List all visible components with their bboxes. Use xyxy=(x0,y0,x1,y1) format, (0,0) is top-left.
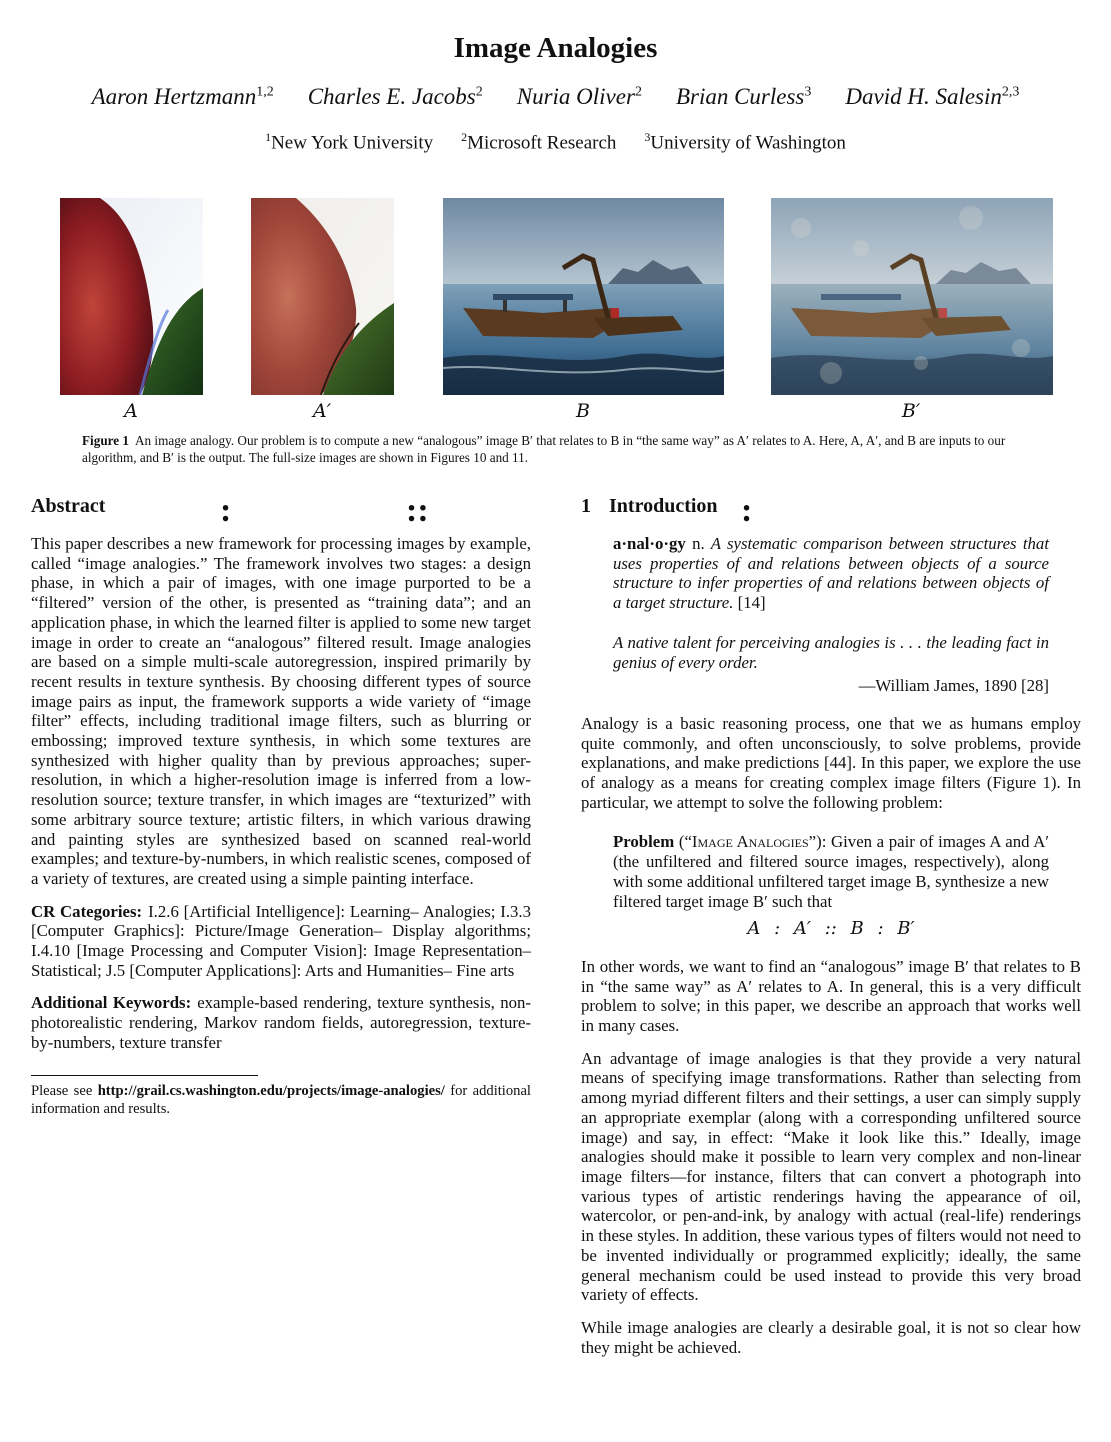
figure-caption xyxy=(82,432,1030,466)
project-url-link[interactable]: http://grail.cs.washington.edu/projects/image-analogies/ xyxy=(97,1082,445,1099)
author-list xyxy=(20,84,1091,110)
figure-label-a-prime: A′ xyxy=(312,400,332,422)
abstract-heading: Abstract xyxy=(31,495,106,517)
paper-title: Image Analogies xyxy=(453,32,658,64)
figure-label-b-prime: B′ xyxy=(901,400,921,422)
intro-paragraph-4: While image analogies are clearly a desirable goal, it is not so clear how they might be achieved. xyxy=(581,1317,1081,1357)
author: Nuria Oliver$^2$ xyxy=(516,84,642,109)
intro-paragraph-1: Analogy is a basic reasoning process, one that we as humans employ quite commonly, and often unconsciously, to solve problems, provide explanations, and make predictions [44]. In this paper, we explore the use of analogy as a means for creating complex image filters (Figure 1). In particular, we attempt to solve the following problem: xyxy=(581,713,1081,812)
figure-image-b xyxy=(443,198,724,395)
problem-statement: Problem (“Image Analogies”): Given a pair of images A and A′ (the unfiltered and filtered source images, respectively), along with some additional unfiltered target image B, synthesize a new filtered target image B′ such that xyxy=(613,832,1049,911)
figure-image-a-prime xyxy=(251,198,394,395)
affiliation-list xyxy=(0,130,1111,154)
right-column xyxy=(581,494,1081,1370)
affiliation: $^1$New York University xyxy=(265,130,434,154)
figure-image-b-prime xyxy=(771,198,1053,395)
analogy-separator: :: xyxy=(406,492,429,529)
analogy-equation: A : A′ :: B : B′ xyxy=(747,918,915,940)
author: Aaron Hertzmann$^{1,2}$ xyxy=(91,84,274,109)
intro-paragraph-2: In other words, we want to find an “analogous” image B′ that relates to B in “the same way” as A′ relates to A. In general, this is a very difficult problem to solve; in this paper, we describe an approach that works well in many cases. xyxy=(581,956,1081,1036)
james-quote: A native talent for perceiving analogies is . . . the leading fact in genius of every order. xyxy=(613,632,1049,672)
caption-text: An image analogy. Our problem is to compute a new “analogous” image B′ that relates to B in “the same way” as A′ relates to A. Here, A, A′, and B are inputs to our algorithm, and B′ is the output. The full-size images are shown in Figures 10 and 11. xyxy=(82,433,1006,465)
analogy-separator: : xyxy=(741,492,753,529)
cr-categories: CR Categories: I.2.6 [Artificial Intelligence]: Learning– Analogies; I.3.3 [Computer Graphics]: Picture/Image Generation– Display algorithms; I.4.10 [Image Processing and Computer Vision]: Image Representation– Statistical; J.5 [Computer Applications]: Arts and Humanities– Fine arts xyxy=(31,901,531,980)
footnote-rule xyxy=(31,1075,258,1076)
figure-image-a xyxy=(60,198,203,395)
additional-keywords: Additional Keywords: example-based rendering, texture synthesis, non-photorealistic rendering, Markov random fields, autoregression, texture-by-numbers, texture transfer xyxy=(31,993,531,1052)
author: David H. Salesin$^{2,3}$ xyxy=(845,84,1020,109)
affiliation: $^2$Microsoft Research xyxy=(461,130,617,154)
caption-label: Figure 1 xyxy=(82,433,130,448)
author: Brian Curless$^3$ xyxy=(675,84,812,109)
figure-label-b: B xyxy=(576,400,590,422)
definition-quote: a·nal·o·gy n. A systematic comparison between structures that uses properties of and relations between objects of a source structure to infer properties of and relations between objects of a target structure. [14] xyxy=(613,534,1049,613)
abstract-body: This paper describes a new framework for processing images by example, called “image analogies.” The framework involves two stages: a design phase, in which a pair of images, with one image purported to be a “filtered” version of the other, is presented as “training data”; and an application phase, in which the learned filter is applied to some new target image in order to create an “analogous” filtered result. Image analogies are based on a simple multi-scale autoregression, inspired primarily by recent results in texture synthesis. By choosing different types of source image pairs as input, the framework supports a wide variety of “image filter” effects, including traditional image filters, such as blurring or embossing; improved texture synthesis, in which some textures are synthesized with higher quality than by previous approaches; super-resolution, in which a higher-resolution image is inferred from a low-resolution source; texture transfer, in which images are “texturized” with some arbitrary source texture; artistic filters, in which various drawing and painting styles are synthesized based on scanned real-world examples; and texture-by-numbers, in which realistic scenes, composed of a variety of textures, are created using a simple painting interface. xyxy=(31,534,531,888)
footnote: Please see http://grail.cs.washington.edu/projects/image-analogies/ for additional information and results. xyxy=(31,1082,531,1117)
intro-paragraph-3: An advantage of image analogies is that they provide a very natural means of specifying image transformations. Rather than selecting from among myriad different filters and their settings, a user can simply supply an appropriate exemplar (along with a corresponding unfiltered source image) and say, in effect: “Make it look like this.” Ideally, image analogies should make it possible to learn very complex and non-linear image filters—for instance, filters that can convert a photograph into various types of artistic renderings having the appearance of oil, watercolor, or pen-and-ink, by analogy with actual (real-life) renderings in these styles. In addition, these various types of filters would not need to be invented individually or programmed explicitly; ideally, the same general mechanism could be used instead to provide this very broad variety of effects. xyxy=(581,1048,1081,1305)
affiliation: $^3$University of Washington xyxy=(644,130,846,154)
left-column xyxy=(31,494,531,1118)
quote-attribution: —William James, 1890 [28] xyxy=(858,676,1049,696)
figure-label-a: A xyxy=(124,400,138,422)
section-heading: 1 Introduction xyxy=(581,495,718,517)
epigraph xyxy=(613,534,1049,696)
author: Charles E. Jacobs$^2$ xyxy=(307,84,483,109)
analogy-separator: : xyxy=(220,492,232,529)
